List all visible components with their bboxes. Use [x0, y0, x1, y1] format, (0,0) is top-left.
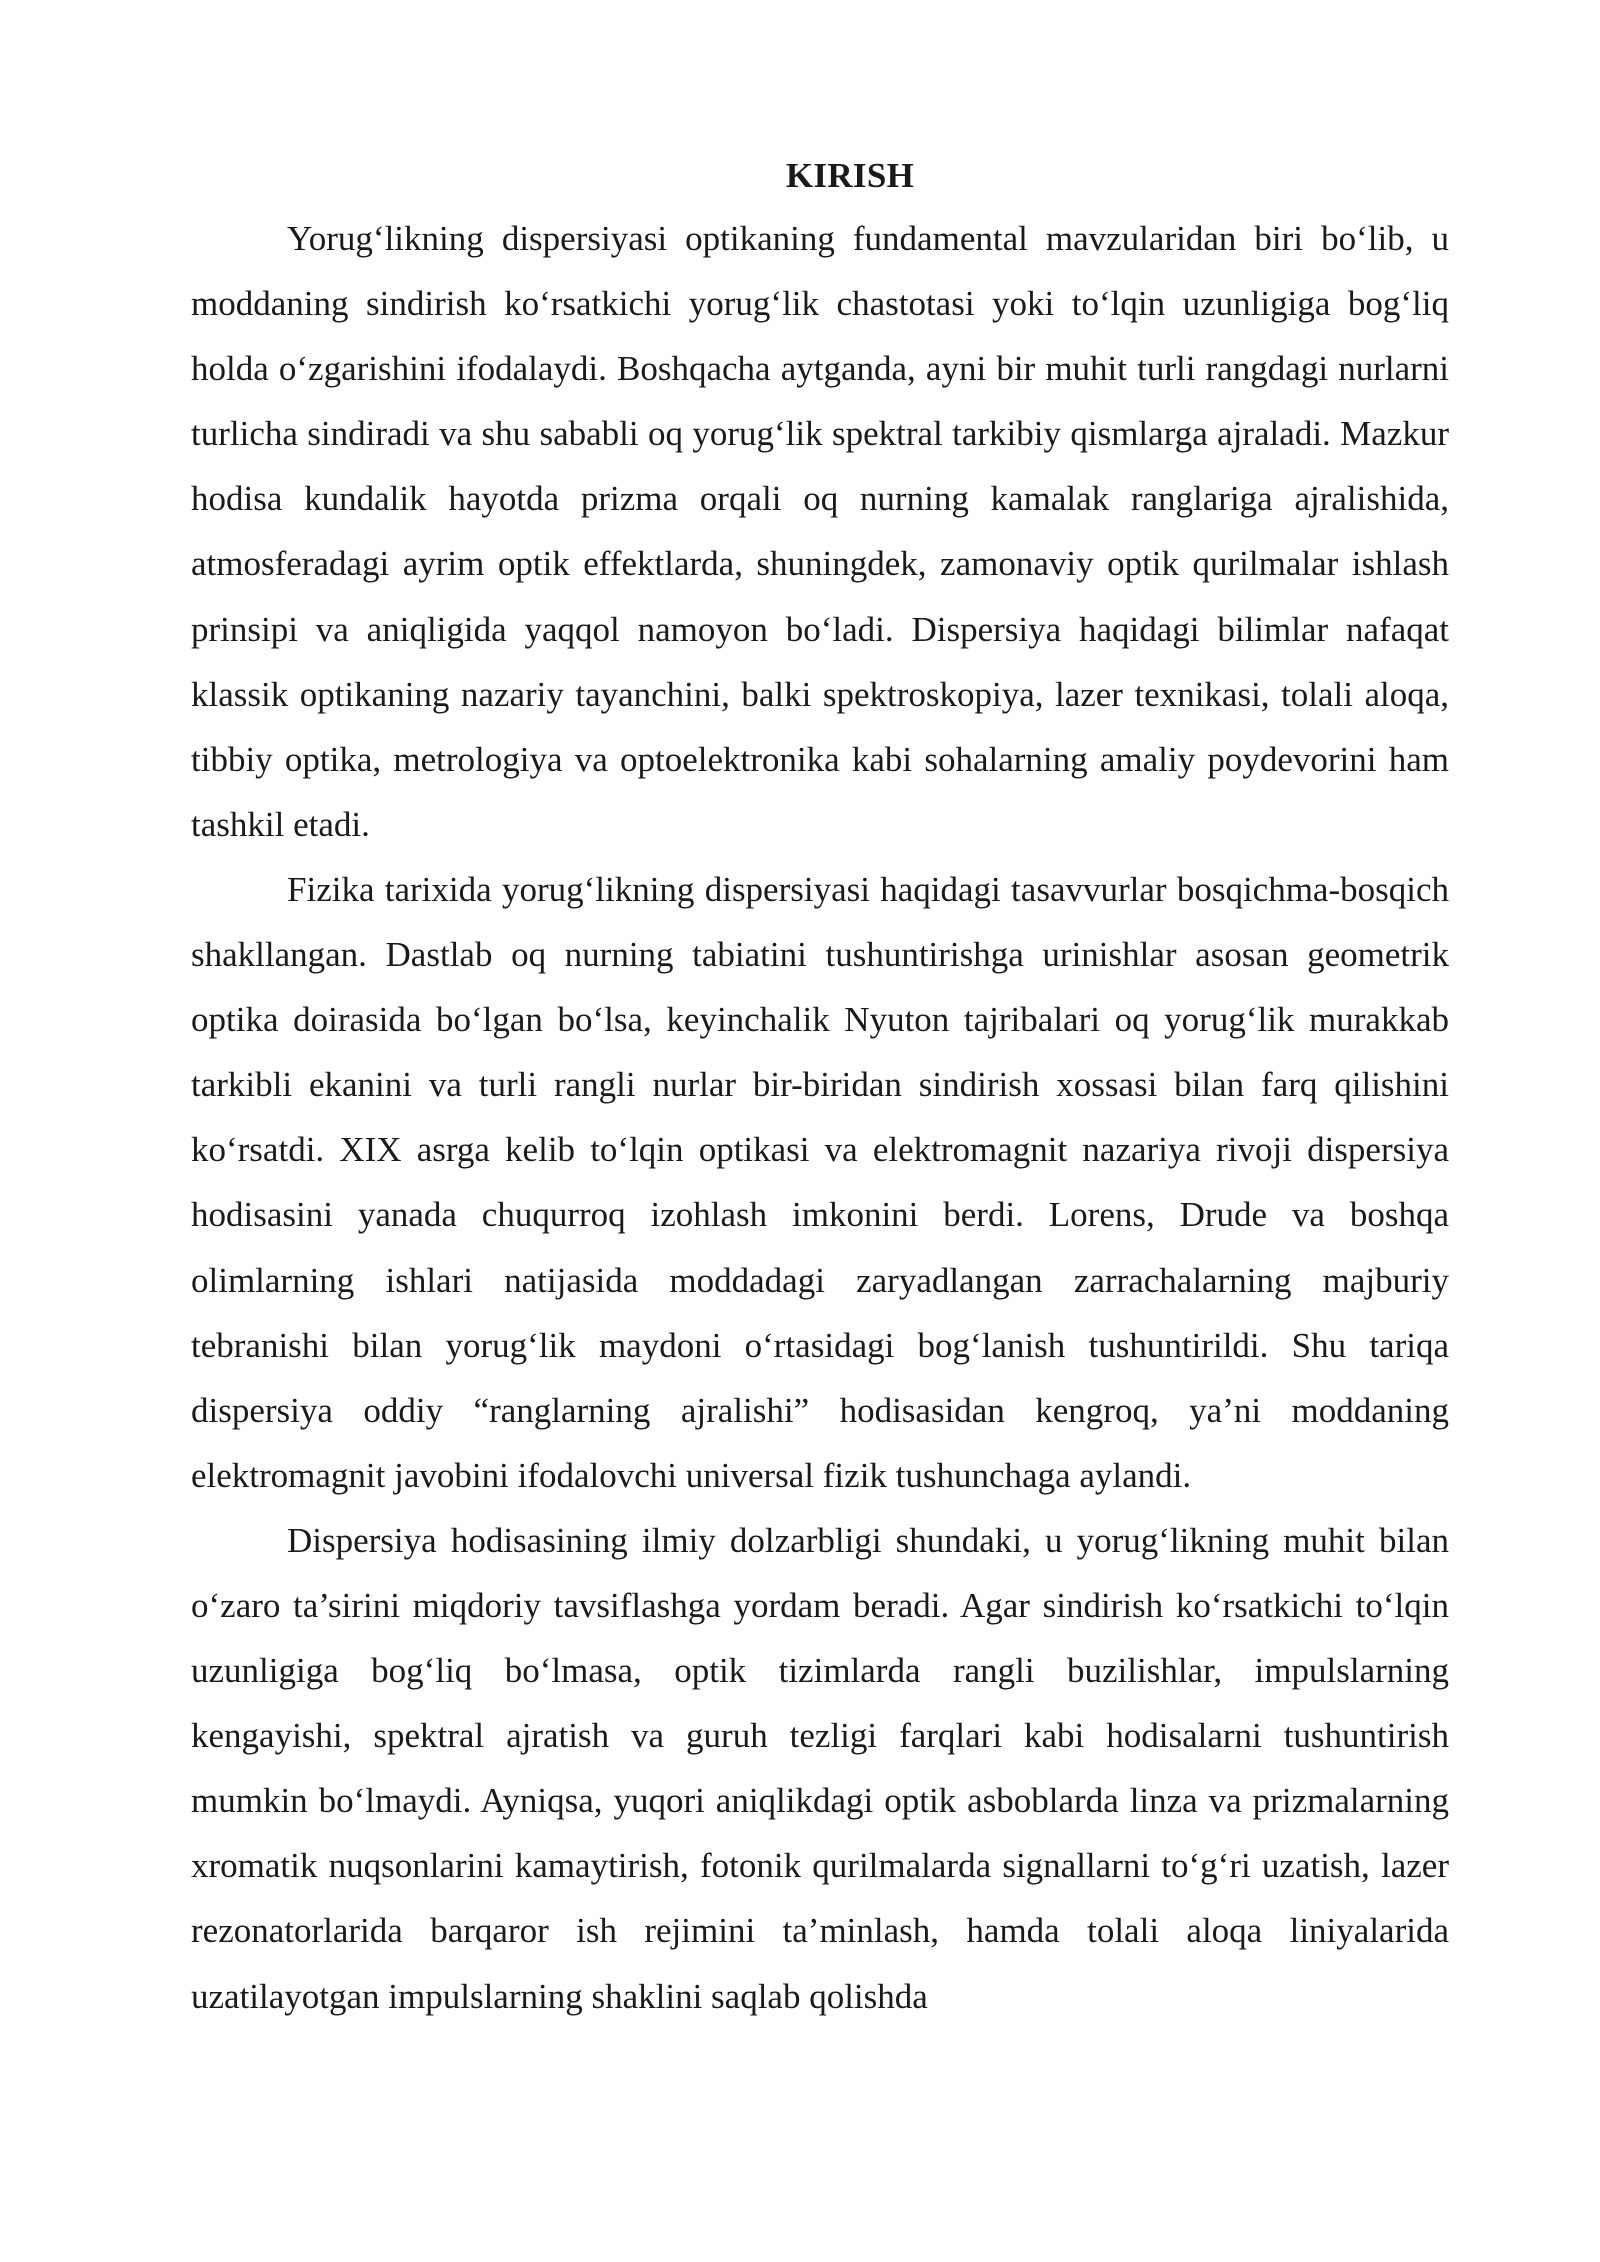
paragraph-3: Dispersiya hodisasining ilmiy dolzarbligi shundaki, u yorug‘likning muhit bilan o‘zaro ta’sirini miqdoriy tavsiflashga yordam beradi. Agar sindirish ko‘rsatkichi to‘lqin uzunligiga bog‘liq bo‘lmasa, optik tizimlarda rangli buzilishlar, impulslarning kengayishi, spektral ajratish va guruh tezligi farqlari kabi hodisalarni tushuntirish mumkin bo‘lmaydi. Ayniqsa, yuqori aniqlikdagi optik asboblarda linza va prizmalarning xromatik nuqsonlarini kamaytirish, fotonik qurilmalarda signallarni to‘g‘ri uzatish, lazer rezonatorlarida barqaror ish rejimini ta’minlash, hamda tolali aloqa liniyalarida uzatilayotgan impulslarning shaklini saqlab qolishda: [191, 1520, 1449, 2016]
document-title: KIRISH: [785, 156, 915, 195]
paragraph-1: Yorug‘likning dispersiyasi optikaning fundamental mavzularidan biri bo‘lib, u moddaning sindirish ko‘rsatkichi yorug‘lik chastotasi yoki to‘lqin uzunligiga bog‘liq holda o‘zgarishini ifodalaydi. Boshqacha aytganda, ayni bir muhit turli rangdagi nurlarni turlicha sindiradi va shu sababli oq yorug‘lik spektral tarkibiy qismlarga ajraladi. Mazkur hodisa kundalik hayotda prizma orqali oq nurning kamalak ranglariga ajralishida, atmosferadagi ayrim optik effektlarda, shuningdek, zamonaviy optik qurilmalar ishlash prinsipi va aniqligida yaqqol namoyon bo‘ladi. Dispersiya haqidagi bilimlar nafaqat klassik optikaning nazariy tayanchini, balki spektroskopiya, lazer texnikasi, tolali aloqa, tibbiy optika, metrologiya va optoelektronika kabi sohalarning amaliy poydevorini ham tashkil etadi.: [191, 219, 1449, 844]
paragraph-2: Fizika tarixida yorug‘likning dispersiyasi haqidagi tasavvurlar bosqichma-bosqich shakllangan. Dastlab oq nurning tabiatini tushuntirishga urinishlar asosan geometrik optika doirasida bo‘lgan bo‘lsa, keyinchalik Nyuton tajribalari oq yorug‘lik murakkab tarkibli ekanini va turli rangli nurlar bir-biridan sindirish xossasi bilan farq qilishini ko‘rsatdi. XIX asrga kelib to‘lqin optikasi va elektromagnit nazariya rivoji dispersiya hodisasini yanada chuqurroq izohlash imkonini berdi. Lorens, Drude va boshqa olimlarning ishlari natijasida moddadagi zaryadlangan zarrachalarning majburiy tebranishi bilan yorug‘lik maydoni o‘rtasidagi bog‘lanish tushuntirildi. Shu tariqa dispersiya oddiy “ranglarning ajralishi” hodisasidan kengroq, ya’ni moddaning elektromagnit javobini ifodalovchi universal fizik tushunchaga aylandi.: [191, 869, 1449, 1495]
document-body: [191, 146, 1449, 2029]
